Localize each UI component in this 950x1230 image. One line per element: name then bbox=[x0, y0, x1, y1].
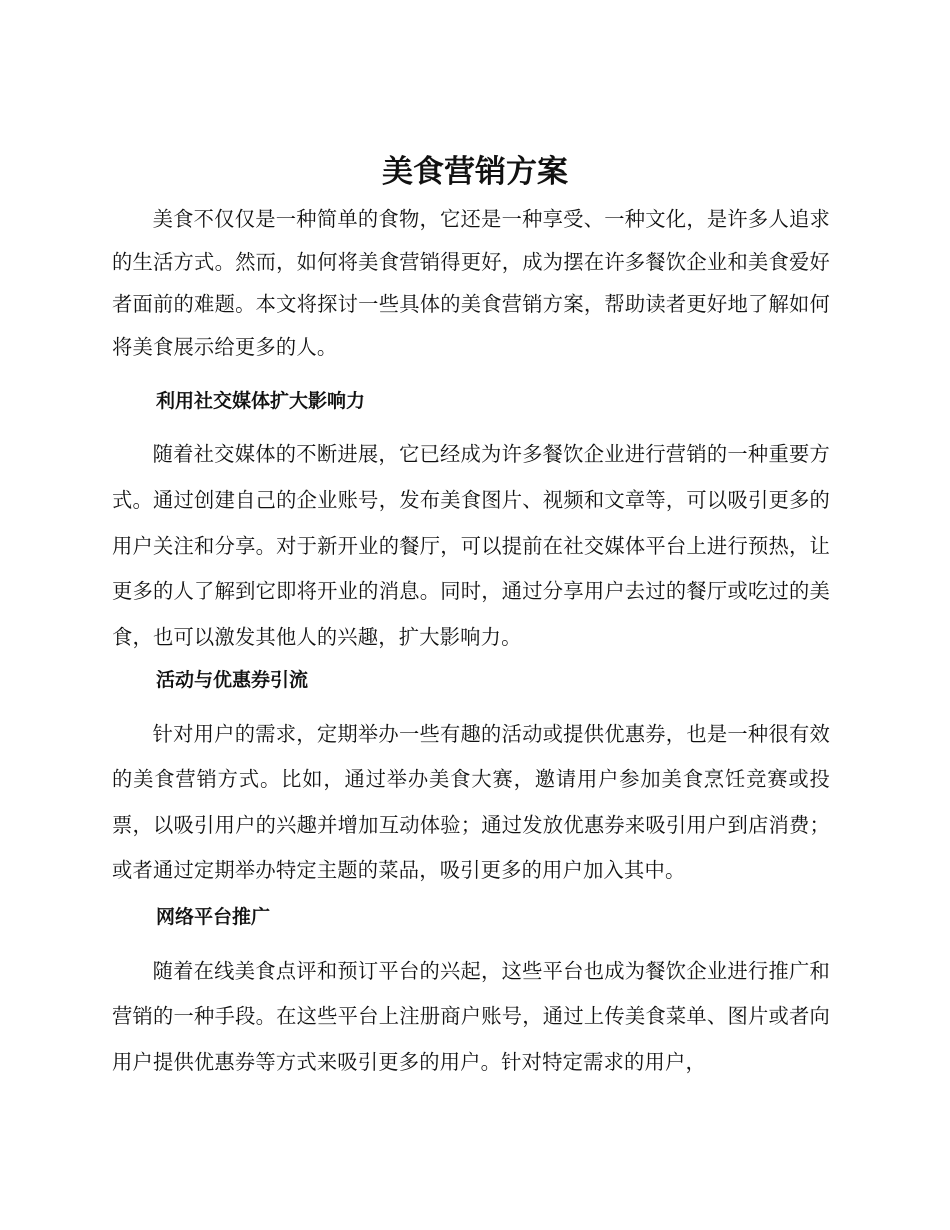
section-heading-social-media: 利用社交媒体扩大影响力 bbox=[156, 390, 366, 412]
document-title: 美食营销方案 bbox=[382, 154, 568, 190]
section-heading-online-platforms: 网络平台推广 bbox=[156, 906, 271, 928]
section-body-social-media: 随着社交媒体的不断进展，它已经成为许多餐饮企业进行营销的一种重要方式。通过创建自己的企业账号，发布美食图片、视频和文章等，可以吸引更多的用户关注和分享。对于新开业的餐厅，可以提前在社交媒体平台上进行预热，让更多的人了解到它即将开业的消息。同时，通过分享用户去过的餐厅或吃过的美食，也可以激发其他人的兴趣，扩大影响力。 bbox=[112, 442, 830, 650]
section-body-online-platforms: 随着在线美食点评和预订平台的兴起，这些平台也成为餐饮企业进行推广和营销的一种手段。在这些平台上注册商户账号，通过上传美食菜单、图片或者向用户提供优惠券等方式来吸引更多的用户。针对特定需求的用户， bbox=[112, 959, 830, 1074]
section-heading-events-coupons: 活动与优惠券引流 bbox=[156, 669, 309, 691]
intro-paragraph: 美食不仅仅是一种简单的食物，它还是一种享受、一种文化，是许多人追求的生活方式。然而，如何将美食营销得更好，成为摆在许多餐饮企业和美食爱好者面前的难题。本文将探讨一些具体的美食营销方案，帮助读者更好地了解如何将美食展示给更多的人。 bbox=[112, 207, 830, 359]
section-body-events-coupons: 针对用户的需求，定期举办一些有趣的活动或提供优惠券，也是一种很有效的美食营销方式。比如，通过举办美食大赛，邀请用户参加美食烹饪竞赛或投票，以吸引用户的兴趣并增加互动体验；通过发放优惠券来吸引用户到店消费；或者通过定期举办特定主题的菜品，吸引更多的用户加入其中。 bbox=[112, 722, 830, 882]
